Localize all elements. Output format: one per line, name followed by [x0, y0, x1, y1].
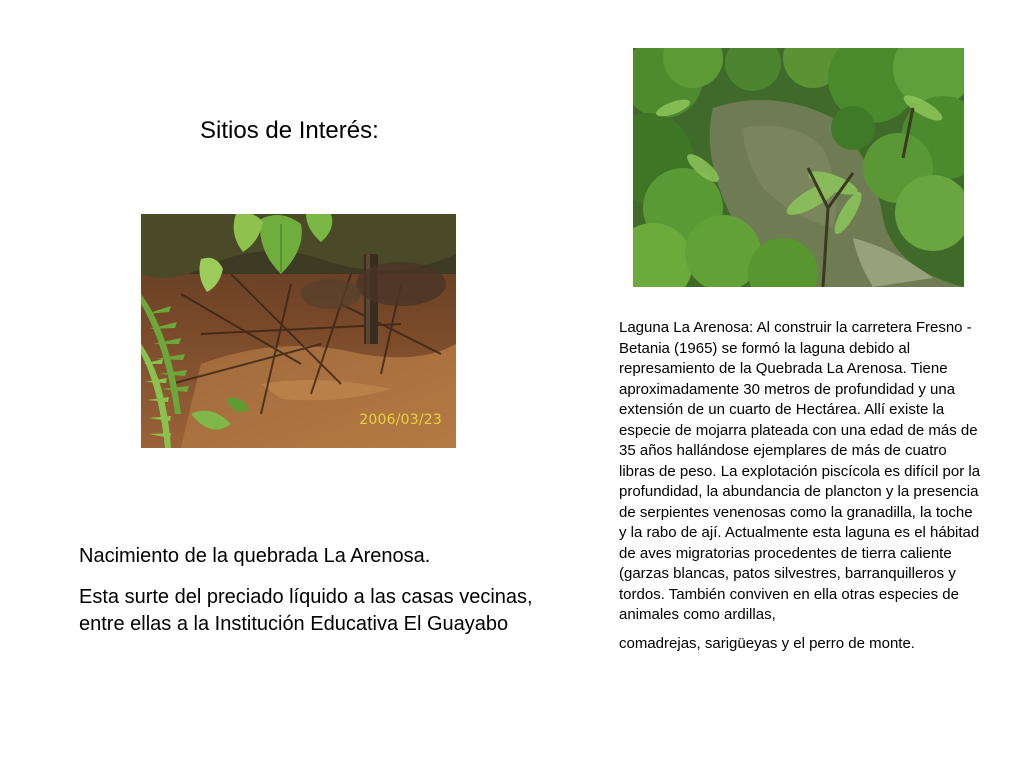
photo-date-stamp: 2006/03/23: [359, 412, 442, 428]
stream-caption-body: Esta surte del preciado líquido a las casas vecinas, entre ellas a la Institución Educativa El Guayabo: [79, 586, 533, 635]
lagoon-photo: [633, 48, 964, 287]
stream-caption-heading: Nacimiento de la quebrada La Arenosa.: [79, 545, 431, 567]
lagoon-caption-body: Laguna La Arenosa: Al construir la carretera Fresno - Betania (1965) se formó la laguna debido al represamiento de la Quebrada La Arenosa. Tiene aproximadamente 30 metros de profundidad y una extensión de un cuarto de Hectárea. Allí existe la especie de mojarra plateada con una edad de más de 35 años hallándose ejemplares de más de cuatro libras de peso. La explotación piscícola es difícil por la profundidad, la abundancia de plancton y la presencia de serpientes venenosas como la granadilla, la toche y la rabo de ají. Actualmente esta laguna es el hábitad de aves migratorias procedentes de tierra caliente (garzas blancas, patos silvestres, barranquilleros y tordos. También conviven en ella otras especies de animales como ardillas,: [619, 319, 981, 623]
stream-caption: [79, 543, 549, 638]
lagoon-caption: [619, 318, 981, 654]
slide-title: Sitios de Interés:: [200, 117, 379, 144]
lagoon-caption-last-line: comadrejas, sarigüeyas y el perro de monte.: [619, 634, 915, 652]
stream-source-photo: [141, 214, 456, 448]
